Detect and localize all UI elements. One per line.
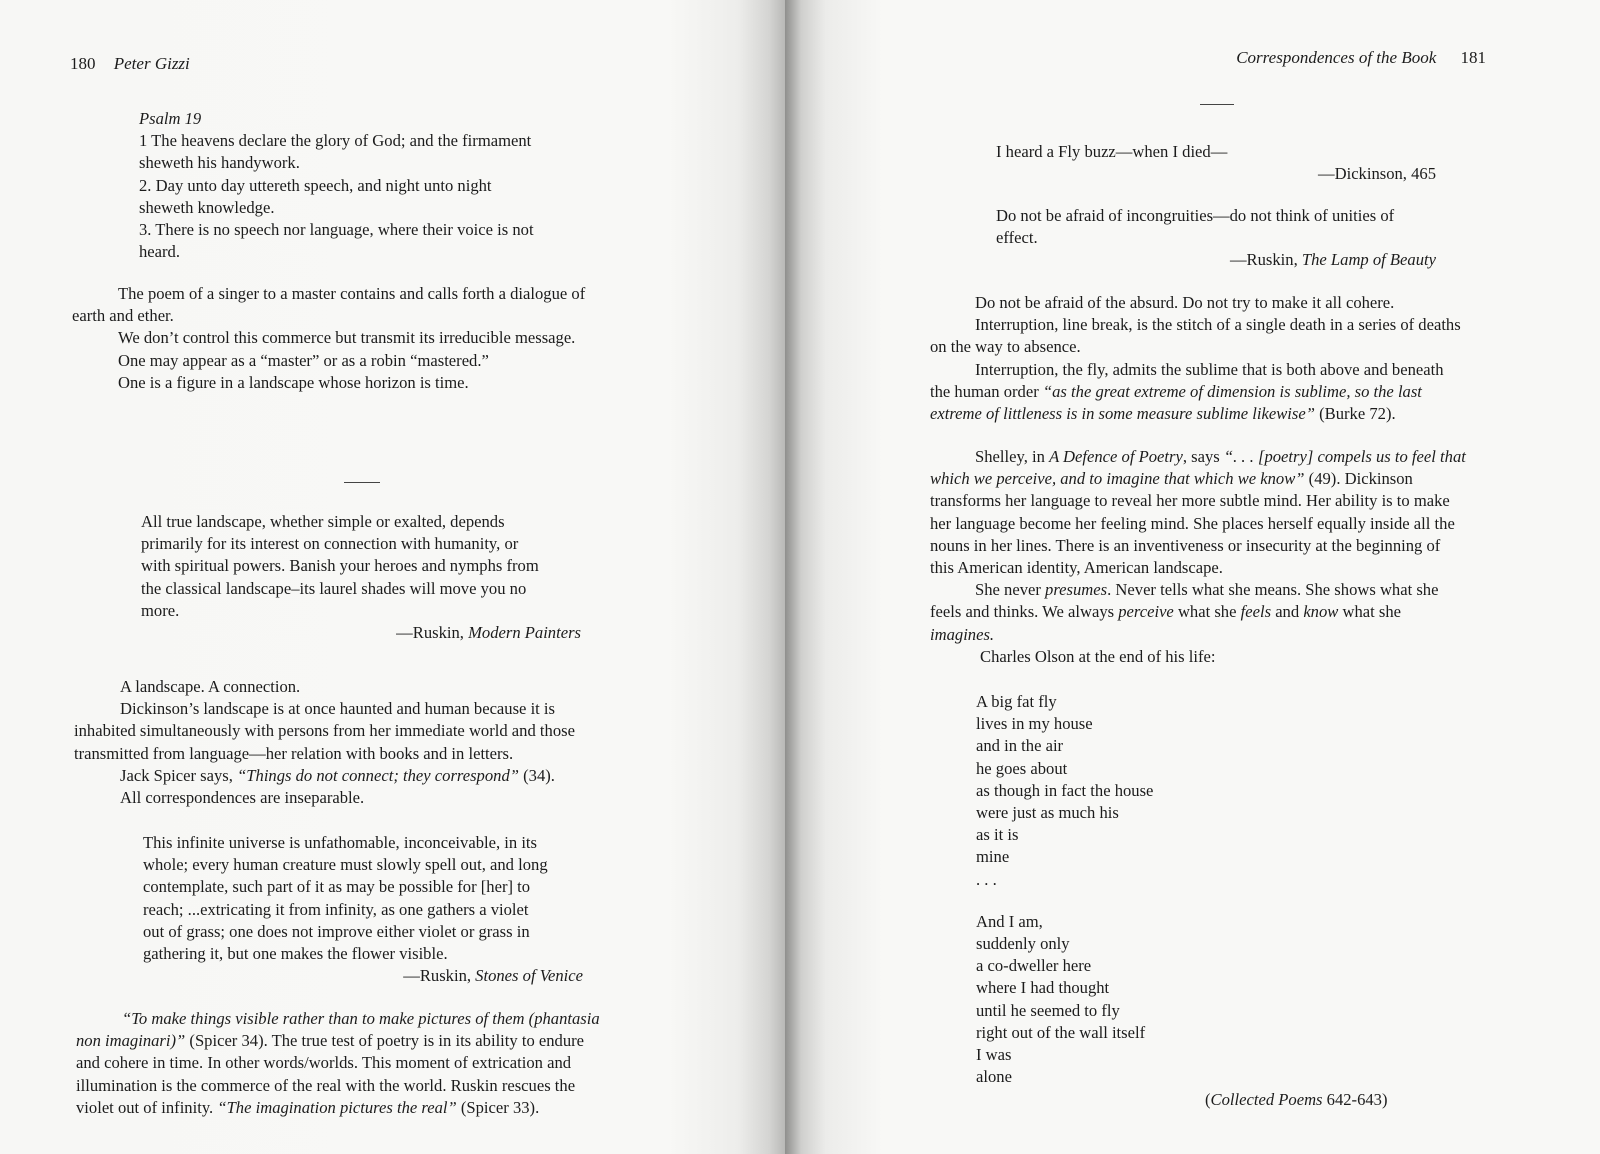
attribution-text: —Ruskin, <box>396 623 469 643</box>
text-line <box>930 403 1510 425</box>
emphasis: know <box>1303 602 1339 622</box>
citation-text: ( <box>1205 1090 1211 1109</box>
epigraph-dickinson <box>996 141 1436 185</box>
epigraph-ruskin <box>996 205 1436 272</box>
text-line <box>930 381 1510 403</box>
text-line: on the way to absence. <box>930 337 1081 357</box>
block-quote-ruskin-stones-of-venice <box>143 832 583 987</box>
quote-line: more. <box>141 600 180 620</box>
quote-line: reach; ...extricating it from infinity, as one gathers a violet <box>143 899 529 919</box>
text-fragment: (34). <box>518 765 555 785</box>
text-fragment: . Never tells what she means. She shows what she <box>1107 580 1439 600</box>
text-fragment: (Burke 72). <box>1314 404 1396 424</box>
poem-line: until he seemed to fly <box>976 1000 1120 1020</box>
poem-line: A big fat fly <box>976 692 1057 711</box>
text-fragment: (Spicer 34). The true test of poetry is in its ability to endure <box>185 1031 585 1051</box>
shelley-quote: “. . . [poetry] compels us to feel that <box>1223 447 1466 466</box>
psalm-line: 3. There is no speech nor language, where their voice is not <box>139 220 534 240</box>
emphasis: feels <box>1240 602 1272 622</box>
poem-line: mine <box>976 847 1010 867</box>
quote-attribution <box>141 622 581 644</box>
text-fragment: (49). Dickinson <box>1304 469 1413 489</box>
paragraph-absurd <box>930 292 1510 425</box>
text-line <box>930 468 1510 490</box>
epigraph-attribution: —Dickinson, 465 <box>1318 164 1436 184</box>
poem-line: alone <box>976 1067 1012 1087</box>
paragraph-landscape <box>74 676 654 809</box>
text-line: The poem of a singer to a master contains and calls forth a dialogue of <box>118 284 586 303</box>
poem-line: I was <box>976 1045 1012 1065</box>
text-line: Charles Olson at the end of his life: <box>980 646 1216 666</box>
text-line: Do not be afraid of the absurd. Do not try to make it all cohere. <box>975 293 1395 312</box>
poem-line: as though in fact the house <box>976 780 1154 800</box>
text-line: Interruption, line break, is the stitch of a single death in a series of deaths <box>975 315 1461 335</box>
quote-line: primarily for its interest on connection with humanity, or <box>141 534 519 554</box>
right-running-head <box>1236 48 1486 68</box>
quote-line: with spiritual powers. Banish your heroes and nymphs from <box>141 556 539 576</box>
epigraph-attribution <box>996 249 1436 271</box>
attribution-text: —Ruskin, <box>1229 250 1302 270</box>
attribution-title: The Lamp of Beauty <box>1301 250 1436 270</box>
text-fragment: violet out of infinity. <box>76 1097 218 1117</box>
poem-line: suddenly only <box>976 934 1070 954</box>
text-line <box>74 765 654 787</box>
spicer-quote: “Things do not connect; they correspond” <box>237 765 519 785</box>
emphasis: perceive <box>1118 602 1174 622</box>
text-fragment: She never <box>975 580 1046 600</box>
section-divider <box>1200 104 1234 105</box>
quote-line: This infinite universe is unfathomable, inconceivable, in its <box>143 833 538 852</box>
quote-attribution <box>143 965 583 987</box>
quote-line: gathering it, but one makes the flower visible. <box>143 944 448 964</box>
psalm-title: Psalm 19 <box>139 109 202 128</box>
text-line: “To make things visible rather than to make pictures of them (phantasia <box>122 1009 600 1028</box>
text-line: and cohere in time. In other words/worlds. This moment of extrication and <box>76 1053 572 1073</box>
text-line <box>930 601 1510 623</box>
text-line: inhabited simultaneously with persons from her immediate world and those <box>74 721 575 741</box>
quote-line: out of grass; one does not improve either violet or grass in <box>143 921 530 941</box>
citation-text: 642-643) <box>1322 1090 1388 1109</box>
text-fragment: what she <box>1173 602 1241 622</box>
section-divider <box>344 482 380 483</box>
burke-quote: extreme of littleness is in some measure sublime likewise” <box>930 404 1315 424</box>
poem-line: were just as much his <box>976 803 1119 823</box>
epigraph-line: Do not be afraid of incongruities—do not think of unities of <box>996 206 1395 225</box>
citation-title: Collected Poems <box>1210 1090 1323 1109</box>
poem-line: he goes about <box>976 758 1068 778</box>
text-line: this American identity, American landscape. <box>930 558 1223 578</box>
poem-line: as it is <box>976 825 1019 845</box>
text-line: One is a figure in a landscape whose horizon is time. <box>118 372 469 392</box>
text-fragment: the human order <box>930 381 1043 401</box>
poem-line: where I had thought <box>976 978 1110 998</box>
quote-line: the classical landscape–its laurel shades will move you no <box>141 578 527 598</box>
text-fragment: what she <box>1338 602 1402 622</box>
text-fragment: non imaginari)” <box>76 1031 186 1051</box>
quote-line: whole; every human creature must slowly spell out, and long <box>143 855 548 875</box>
text-line: earth and ether. <box>72 306 174 326</box>
poem-line: lives in my house <box>976 714 1093 734</box>
paragraph-visible <box>76 1008 656 1119</box>
attribution-title: Modern Painters <box>468 623 581 643</box>
paragraph-shelley <box>930 446 1510 668</box>
poem-line: and in the air <box>976 736 1064 756</box>
poem-ellipsis: . . . <box>976 869 997 889</box>
burke-quote: “as the great extreme of dimension is sublime, so the last <box>1042 381 1422 401</box>
text-fragment: “The imagination pictures the real” <box>217 1097 457 1117</box>
text-line <box>930 446 1510 468</box>
left-running-head <box>70 54 190 74</box>
text-line: transforms her language to reveal her more subtle mind. Her ability is to make <box>930 491 1450 511</box>
left-page <box>0 0 785 1154</box>
text-line: One may appear as a “master” or as a robin “mastered.” <box>118 350 489 370</box>
text-line <box>76 1030 656 1052</box>
text-line: A landscape. A connection. <box>120 677 301 696</box>
text-line: imagines. <box>930 624 995 644</box>
text-line: illumination is the commerce of the real with the world. Ruskin rescues the <box>76 1075 576 1095</box>
text-line: We don’t control this commerce but transmit its irreducible message. <box>118 328 576 348</box>
psalm-line: sheweth his handywork. <box>139 153 300 173</box>
psalm-block <box>139 108 579 263</box>
poem-line: a co-dweller here <box>976 956 1092 976</box>
text-fragment: Jack Spicer says, <box>120 765 238 785</box>
text-line: transmitted from language—her relation with books and in letters. <box>74 743 514 763</box>
left-author-name: Peter Gizzi <box>113 54 190 73</box>
psalm-line: 1 The heavens declare the glory of God; and the firmament <box>139 131 532 151</box>
text-line: All correspondences are inseparable. <box>120 788 365 808</box>
text-line: Interruption, the fly, admits the sublime that is both above and beneath <box>975 359 1444 379</box>
book-title: A Defence of Poetry <box>1049 447 1183 466</box>
attribution-text: —Ruskin, <box>403 966 476 986</box>
attribution-title: Stones of Venice <box>475 966 583 986</box>
quote-line: All true landscape, whether simple or exalted, depends <box>141 512 505 531</box>
psalm-line: 2. Day unto day uttereth speech, and night unto night <box>139 175 492 195</box>
text-line: nouns in her lines. There is an inventiveness or insecurity at the beginning of <box>930 535 1441 555</box>
left-page-number: 180 <box>70 54 96 73</box>
text-fragment: (Spicer 33). <box>456 1097 540 1117</box>
epigraph-line: I heard a Fly buzz—when I died— <box>996 142 1228 161</box>
psalm-line: heard. <box>139 242 180 262</box>
poem-line: And I am, <box>976 911 1043 931</box>
text-line <box>76 1097 656 1119</box>
block-quote-ruskin-modern-painters <box>141 511 581 644</box>
text-fragment: , says <box>1182 447 1224 466</box>
text-fragment: feels and thinks. We always <box>930 602 1119 622</box>
paragraph-singer <box>72 283 652 394</box>
poem-line: right out of the wall itself <box>976 1022 1146 1042</box>
text-line: her language become her feeling mind. She places herself equally inside all the <box>930 513 1455 533</box>
poem-citation <box>1205 1089 1388 1111</box>
psalm-line: sheweth knowledge. <box>139 197 275 217</box>
text-fragment: Shelley, in <box>975 447 1050 466</box>
quote-line: contemplate, such part of it as may be possible for [her] to <box>143 877 531 897</box>
shelley-quote: which we perceive, and to imagine that which we know” <box>930 469 1305 489</box>
right-page <box>785 0 1600 1154</box>
olson-poem <box>976 691 1376 1088</box>
right-page-number: 181 <box>1460 48 1486 67</box>
text-fragment: and <box>1271 602 1304 622</box>
text-line: Dickinson’s landscape is at once haunted and human because it is <box>120 699 556 719</box>
epigraph-line: effect. <box>996 228 1038 248</box>
emphasis: presumes <box>1045 580 1108 600</box>
right-chapter-title: Correspondences of the Book <box>1236 48 1437 67</box>
text-line <box>930 579 1510 601</box>
